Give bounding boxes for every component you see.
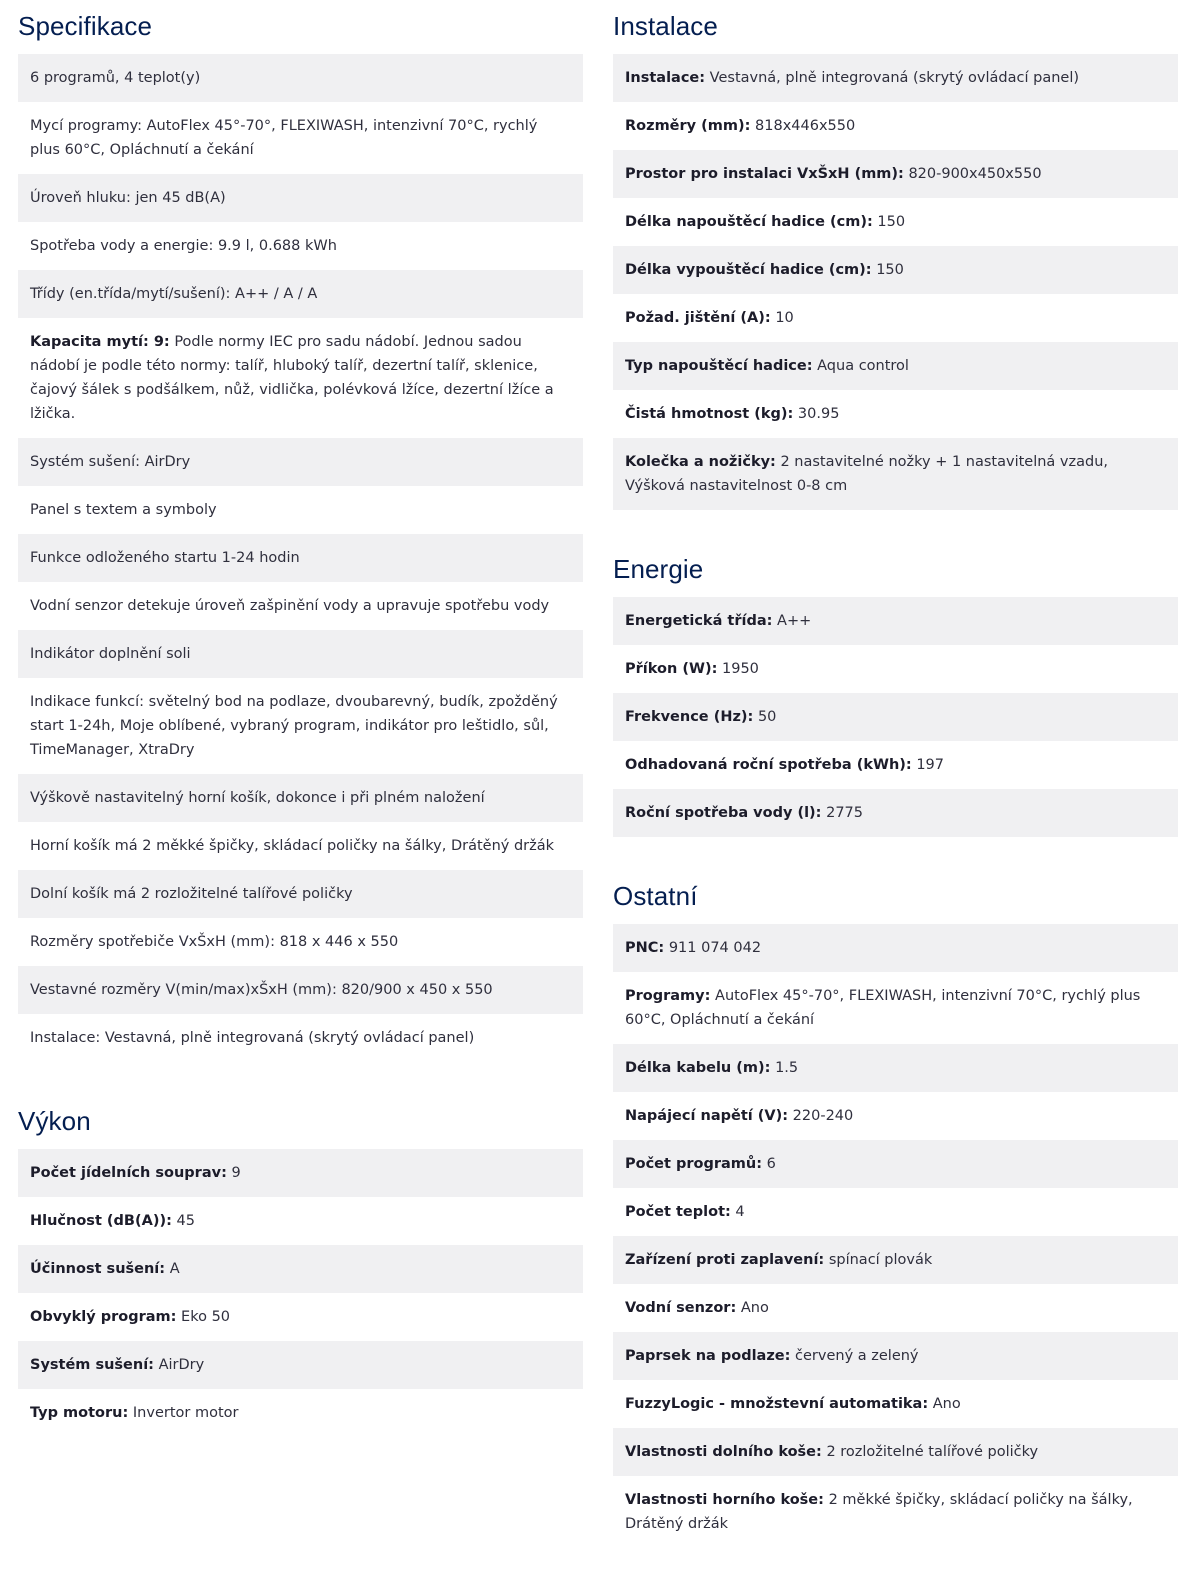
- spec-key: Obvyklý program:: [30, 1309, 177, 1325]
- spec-key: Účinnost sušení:: [30, 1261, 166, 1277]
- spec-key: Počet jídelních souprav:: [30, 1165, 227, 1181]
- spec-key: Kolečka a nožičky:: [625, 454, 776, 470]
- spec-row: [18, 1389, 583, 1437]
- spec-list: [18, 1149, 583, 1437]
- spec-row: [18, 1245, 583, 1293]
- spec-row: [613, 1140, 1178, 1188]
- spec-row: [18, 1197, 583, 1245]
- spec-row: [18, 438, 583, 486]
- section-instalace: [613, 0, 1178, 510]
- spec-value: Horní košík má 2 měkké špičky, skládací poličky na šálky, Drátěný držák: [30, 838, 555, 854]
- spec-row: [18, 174, 583, 222]
- spec-key: Vlastnosti dolního koše:: [625, 1444, 822, 1460]
- section-title: Specifikace: [18, 11, 153, 41]
- spec-value: Podle normy IEC pro sadu nádobí. Jednou sadou nádobí je podle této normy: talíř, hluboký talíř, dezertní talíř, sklenice, čajový šálek s podšálkem, nůž, vidlička, polévková lžíce, dezertní lžíce a lžička.: [30, 334, 554, 422]
- spec-value: Úroveň hluku: jen 45 dB(A): [30, 190, 226, 206]
- spec-value: 45: [176, 1213, 195, 1229]
- spec-value: Vestavná, plně integrovaná (skrytý ovládací panel): [709, 70, 1080, 86]
- spec-value: Panel s textem a symboly: [30, 502, 217, 518]
- spec-value: 818x446x550: [755, 118, 856, 134]
- spec-row: [18, 582, 583, 630]
- spec-key: Prostor pro instalaci VxŠxH (mm):: [625, 166, 904, 182]
- spec-row: [613, 294, 1178, 342]
- spec-key: Instalace:: [625, 70, 706, 86]
- spec-row: [18, 1293, 583, 1341]
- right-column: [613, 0, 1178, 1581]
- spec-row: [18, 630, 583, 678]
- spec-row: [613, 1188, 1178, 1236]
- spec-value: Instalace: Vestavná, plně integrovaná (skrytý ovládací panel): [30, 1030, 475, 1046]
- spec-row: [18, 318, 583, 438]
- spec-row: [613, 1092, 1178, 1140]
- spec-row: [18, 822, 583, 870]
- spec-key: FuzzyLogic - množstevní automatika:: [625, 1396, 929, 1412]
- spec-row: [613, 342, 1178, 390]
- left-column: [18, 0, 583, 1470]
- spec-key: Paprsek na podlaze:: [625, 1348, 791, 1364]
- spec-value: Indikace funkcí: světelný bod na podlaze, dvoubarevný, budík, zpožděný start 1-24h, Moje oblíbené, vybraný program, indikátor pro leštidlo, sůl, TimeManager, XtraDry: [30, 694, 558, 758]
- spec-value: AutoFlex 45°-70°, FLEXIWASH, intenzivní 70°C, rychlý plus 60°C, Opláchnutí a čekání: [625, 988, 1141, 1028]
- spec-value: Dolní košík má 2 rozložitelné talířové poličky: [30, 886, 353, 902]
- spec-value: červený a zelený: [795, 1348, 919, 1364]
- spec-value: 197: [916, 757, 945, 773]
- spec-value: 4: [735, 1204, 745, 1220]
- section-title: Výkon: [18, 1106, 91, 1136]
- spec-value: Mycí programy: AutoFlex 45°-70°, FLEXIWASH, intenzivní 70°C, rychlý plus 60°C, Opláchnutí a čekání: [30, 118, 538, 158]
- spec-key: Rozměry (mm):: [625, 118, 751, 134]
- spec-value: Výškově nastavitelný horní košík, dokonce i při plném naložení: [30, 790, 485, 806]
- spec-row: [613, 645, 1178, 693]
- spec-key: Typ motoru:: [30, 1405, 129, 1421]
- spec-value: 9: [231, 1165, 241, 1181]
- section-title: Energie: [613, 554, 704, 584]
- spec-key: Příkon (W):: [625, 661, 718, 677]
- spec-value: Indikátor doplnění soli: [30, 646, 191, 662]
- spec-row: [18, 966, 583, 1014]
- spec-key: Délka vypouštěcí hadice (cm):: [625, 262, 872, 278]
- spec-row: [613, 1332, 1178, 1380]
- spec-key: Kapacita mytí: 9:: [30, 334, 170, 350]
- spec-row: [613, 972, 1178, 1044]
- spec-row: [613, 198, 1178, 246]
- spec-key: Odhadovaná roční spotřeba (kWh):: [625, 757, 912, 773]
- spec-key: Typ napouštěcí hadice:: [625, 358, 813, 374]
- spec-row: [613, 1476, 1178, 1548]
- spec-value: 220-240: [792, 1108, 854, 1124]
- spec-value: Rozměry spotřebiče VxŠxH (mm): 818 x 446 x 550: [30, 934, 399, 950]
- spec-key: Roční spotřeba vody (l):: [625, 805, 822, 821]
- spec-value: AirDry: [158, 1357, 205, 1373]
- spec-value: 30.95: [797, 406, 840, 422]
- spec-value: Systém sušení: AirDry: [30, 454, 191, 470]
- spec-value: Eko 50: [181, 1309, 231, 1325]
- spec-row: [613, 741, 1178, 789]
- spec-row: [613, 438, 1178, 510]
- spec-value: 2775: [826, 805, 863, 821]
- spec-value: 2 nastavitelné nožky + 1 nastavitelná vzadu, Výšková nastavitelnost 0-8 cm: [625, 454, 1108, 494]
- spec-row: [613, 1380, 1178, 1428]
- spec-row: [18, 918, 583, 966]
- spec-value: 2 rozložitelné talířové poličky: [826, 1444, 1039, 1460]
- spec-row: [18, 1014, 583, 1062]
- spec-row: [18, 270, 583, 318]
- spec-key: Energetická třída:: [625, 613, 773, 629]
- spec-key: Frekvence (Hz):: [625, 709, 754, 725]
- spec-key: Programy:: [625, 988, 711, 1004]
- spec-value: 150: [877, 214, 906, 230]
- section-vykon: [18, 1095, 583, 1437]
- spec-row: [613, 1044, 1178, 1092]
- spec-value: Třídy (en.třída/mytí/sušení): A++ / A / A: [30, 286, 318, 302]
- spec-row: [613, 390, 1178, 438]
- spec-value: 1.5: [775, 1060, 799, 1076]
- spec-key: Zařízení proti zaplavení:: [625, 1252, 825, 1268]
- spec-list: [18, 54, 583, 1062]
- section-title: Instalace: [613, 11, 718, 41]
- section-specifikace: [18, 0, 583, 1062]
- spec-key: Vlastnosti horního koše:: [625, 1492, 824, 1508]
- spec-list: [613, 54, 1178, 510]
- section-title: Ostatní: [613, 881, 698, 911]
- spec-value: 10: [775, 310, 794, 326]
- spec-row: [18, 486, 583, 534]
- spec-row: [18, 534, 583, 582]
- spec-value: Ano: [740, 1300, 769, 1316]
- spec-value: A: [169, 1261, 180, 1277]
- spec-key: Délka kabelu (m):: [625, 1060, 771, 1076]
- spec-row: [18, 678, 583, 774]
- spec-row: [613, 246, 1178, 294]
- spec-value: 150: [876, 262, 904, 278]
- spec-row: [613, 1284, 1178, 1332]
- spec-key: Počet programů:: [625, 1156, 763, 1172]
- spec-row: [613, 597, 1178, 645]
- spec-value: 911 074 042: [668, 940, 762, 956]
- section-ostatni: [613, 870, 1178, 1548]
- spec-row: [613, 924, 1178, 972]
- spec-key: Délka napouštěcí hadice (cm):: [625, 214, 873, 230]
- spec-row: [613, 789, 1178, 837]
- spec-key: Vodní senzor:: [625, 1300, 737, 1316]
- spec-row: [18, 222, 583, 270]
- spec-key: Čistá hmotnost (kg):: [625, 406, 794, 422]
- spec-key: Hlučnost (dB(A)):: [30, 1213, 172, 1229]
- spec-value: 6: [766, 1156, 776, 1172]
- spec-key: Počet teplot:: [625, 1204, 731, 1220]
- spec-value: 50: [757, 709, 777, 725]
- spec-value: 820-900x450x550: [908, 166, 1042, 182]
- spec-value: Funkce odloženého startu 1-24 hodin: [30, 550, 300, 566]
- spec-value: 2 měkké špičky, skládací poličky na šálky, Drátěný držák: [625, 1492, 1133, 1532]
- spec-row: [18, 102, 583, 174]
- spec-key: Systém sušení:: [30, 1357, 154, 1373]
- section-energie: [613, 543, 1178, 837]
- spec-key: PNC:: [625, 940, 665, 956]
- spec-list: [613, 597, 1178, 837]
- spec-row: [18, 870, 583, 918]
- spec-row: [18, 774, 583, 822]
- spec-value: Vodní senzor detekuje úroveň zašpinění vody a upravuje spotřebu vody: [30, 598, 550, 614]
- spec-row: [613, 54, 1178, 102]
- spec-key: Napájecí napětí (V):: [625, 1108, 789, 1124]
- spec-value: Ano: [932, 1396, 961, 1412]
- spec-row: [613, 1236, 1178, 1284]
- spec-row: [613, 693, 1178, 741]
- spec-row: [18, 1341, 583, 1389]
- spec-row: [613, 102, 1178, 150]
- spec-value: 1950: [722, 661, 759, 677]
- spec-list: [613, 924, 1178, 1548]
- spec-value: Invertor motor: [132, 1405, 239, 1421]
- spec-row: [613, 150, 1178, 198]
- spec-value: A++: [777, 613, 812, 629]
- spec-value: Spotřeba vody a energie: 9.9 l, 0.688 kWh: [30, 238, 337, 254]
- spec-row: [18, 1149, 583, 1197]
- spec-value: Aqua control: [817, 358, 909, 374]
- spec-value: spínací plovák: [828, 1252, 933, 1268]
- spec-value: 6 programů, 4 teplot(y): [30, 70, 201, 86]
- spec-key: Požad. jištění (A):: [625, 310, 771, 326]
- spec-row: [18, 54, 583, 102]
- spec-value: Vestavné rozměry V(min/max)xŠxH (mm): 820/900 x 450 x 550: [30, 982, 493, 998]
- spec-row: [613, 1428, 1178, 1476]
